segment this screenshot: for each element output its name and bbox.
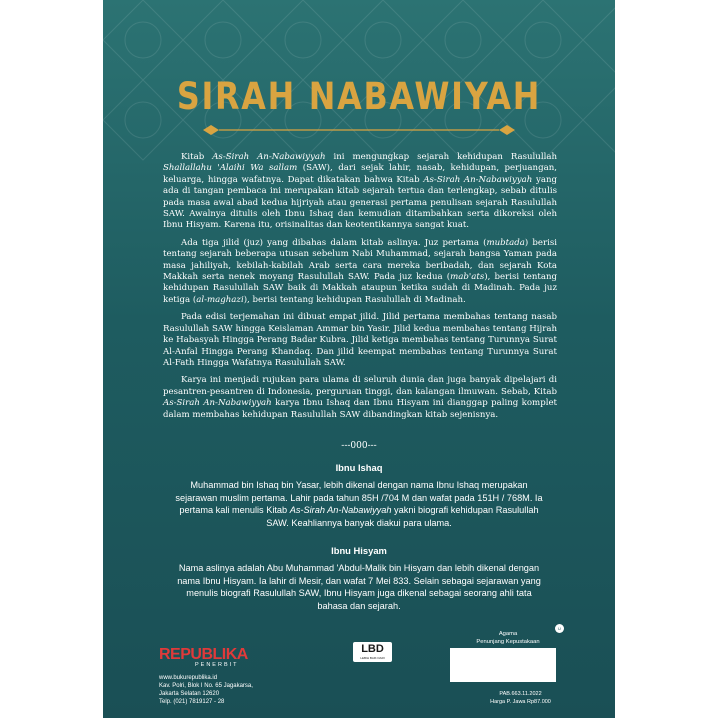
lbd-logo [353,642,392,662]
price-label: Harga P. Jawa Rp87.000 [490,699,551,705]
section-separator: ---000--- [341,441,377,451]
pab-code: PAB.663.11.2022 [499,691,542,697]
publisher-address: Jakarta Selatan 12620 [159,691,220,697]
author-name: Ibnu Hisyam [331,545,387,556]
publisher-phone: Telp. (021) 7819127 - 28 [159,699,225,705]
lbd-logo-tagline: LEBIH BAIK DARI [360,656,385,660]
category-sublabel: Penunjang Kepustakaan [476,639,540,645]
title-ornament-divider [199,124,519,136]
publisher-logo: REPUBLIKA [159,646,248,663]
lbd-logo-text: LBD [361,643,384,655]
synopsis-paragraph: Karya ini menjadi rujukan para ulama di seluruh dunia dan juga banyak dipelajari di pesantren-pesantren di Indonesia, perguruan tinggi, dan kalangan ilmuwan. Sebab, Kitab As-Sirah An-Nabawiyyah karya Ibnu Ishaq dan Ibnu Hisyam ini dianggap paling komplet dalam membahas kehidupan Rasulullah SAW dibandingkan kitab sejenisnya. [163,375,557,420]
publisher-website: www.bukurepublika.id [159,675,218,681]
author-name: Ibnu Ishaq [335,462,383,473]
synopsis-paragraph: Pada edisi terjemahan ini dibuat empat jilid. Jilid pertama membahas tentang nasab Rasulullah SAW hingga Keislaman Ammar bin Yasir. Jilid kedua membahas tentang Hijrah ke Habasyah Hingga Perang Badar Kubra. Jilid ketiga membahas tentang Turunnya Surat Al-Anfal Hingga Perang Khandaq. Dan jilid keempat membahas tentang Turunnya Surat Al-Fath Hingga Wafatnya Rasulullah SAW. [163,312,557,368]
barcode-placeholder [450,648,556,682]
synopsis-paragraph: Ada tiga jilid (juz) yang dibahas dalam kitab aslinya. Juz pertama (mubtada) berisi tentang sejarah beberapa utusan sebelum Nabi Muhammad, sejarah bangsa Yaman pada masa jahiliyah, kebilah-kabilah Arab serta cara mereka beribadah, dan sejarah Kota Makkah serta nenek moyang Rasulullah SAW. Pada juz kedua (mab'ats), berisi tentang kehidupan Rasulullah SAW baik di Makkah ataupun ketika sudah di Madinah. Pada juz ketiga (al-maghazi), berisi tentang kehidupan Rasulullah di Madinah. [163,237,557,305]
book-title: SIRAH NABAWIYAH [176,75,542,118]
publisher-logo-subtitle: PENERBIT [195,662,239,668]
publisher-address: Kav. Polri, Blok I No. 65 Jagakarsa, [159,683,253,689]
author-bio-ibnu-hisyam [173,545,545,612]
author-bio-ibnu-ishaq [173,462,545,529]
category-label: Agama [498,631,518,637]
author-bio-text: Muhammad bin Ishaq bin Yasar, lebih dikenal dengan nama Ibnu Ishaq merupakan sejarawan muslim pertama. Lahir pada tahun 85H /704 M dan wafat pada 151H / 768M. Ia pertama kali menulis Kitab As-Sirah An-Nabawiyyah yakni biografi kehidupan Rasulullah SAW. Keahliannya banyak diakui para ulama. [175,480,543,528]
book-back-cover [103,0,615,718]
synopsis [163,152,557,427]
book-category [443,630,573,646]
age-rating-badge: U [555,624,564,633]
book-codes [473,690,568,706]
publisher-contact [159,674,253,706]
synopsis-paragraph: Kitab As-Sirah An-Nabawiyyah ini mengungkap sejarah kehidupan Rasulullah Shallallahu 'Alaihi Wa sallam (SAW), dari sejak lahir, nasab, kehidupan, perjuangan, keluarga, hingga wafatnya. Dapat dikatakan bahwa Kitab As-Sirah An-Nabawiyyah yang ada di tangan pembaca ini merupakan kitab sejarah tertua dan terlengkap, sebab ditulis pada masa awal abad kedua hijriyah atau generasi pertama penulisan sejarah Rasulullah SAW. Awalnya ditulis oleh Ibnu Ishaq dan kemudian ditambahkan serta dikoreksi oleh Ibnu Hisyam. Karena itu, orisinalitas dan keotentikannya sangat kuat. [163,152,557,231]
author-bio-text: Nama aslinya adalah Abu Muhammad 'Abdul-Malik bin Hisyam dan lebih dikenal dengan nama Ibnu Hisyam. Ia lahir di Mesir, dan wafat 7 Mei 833. Selain sebagai sejarawan yang menulis biografi Rasulullah SAW, Ibnu Hisyam juga dikenal sebagai seorang ahli tata bahasa dan sejarah. [177,563,541,611]
